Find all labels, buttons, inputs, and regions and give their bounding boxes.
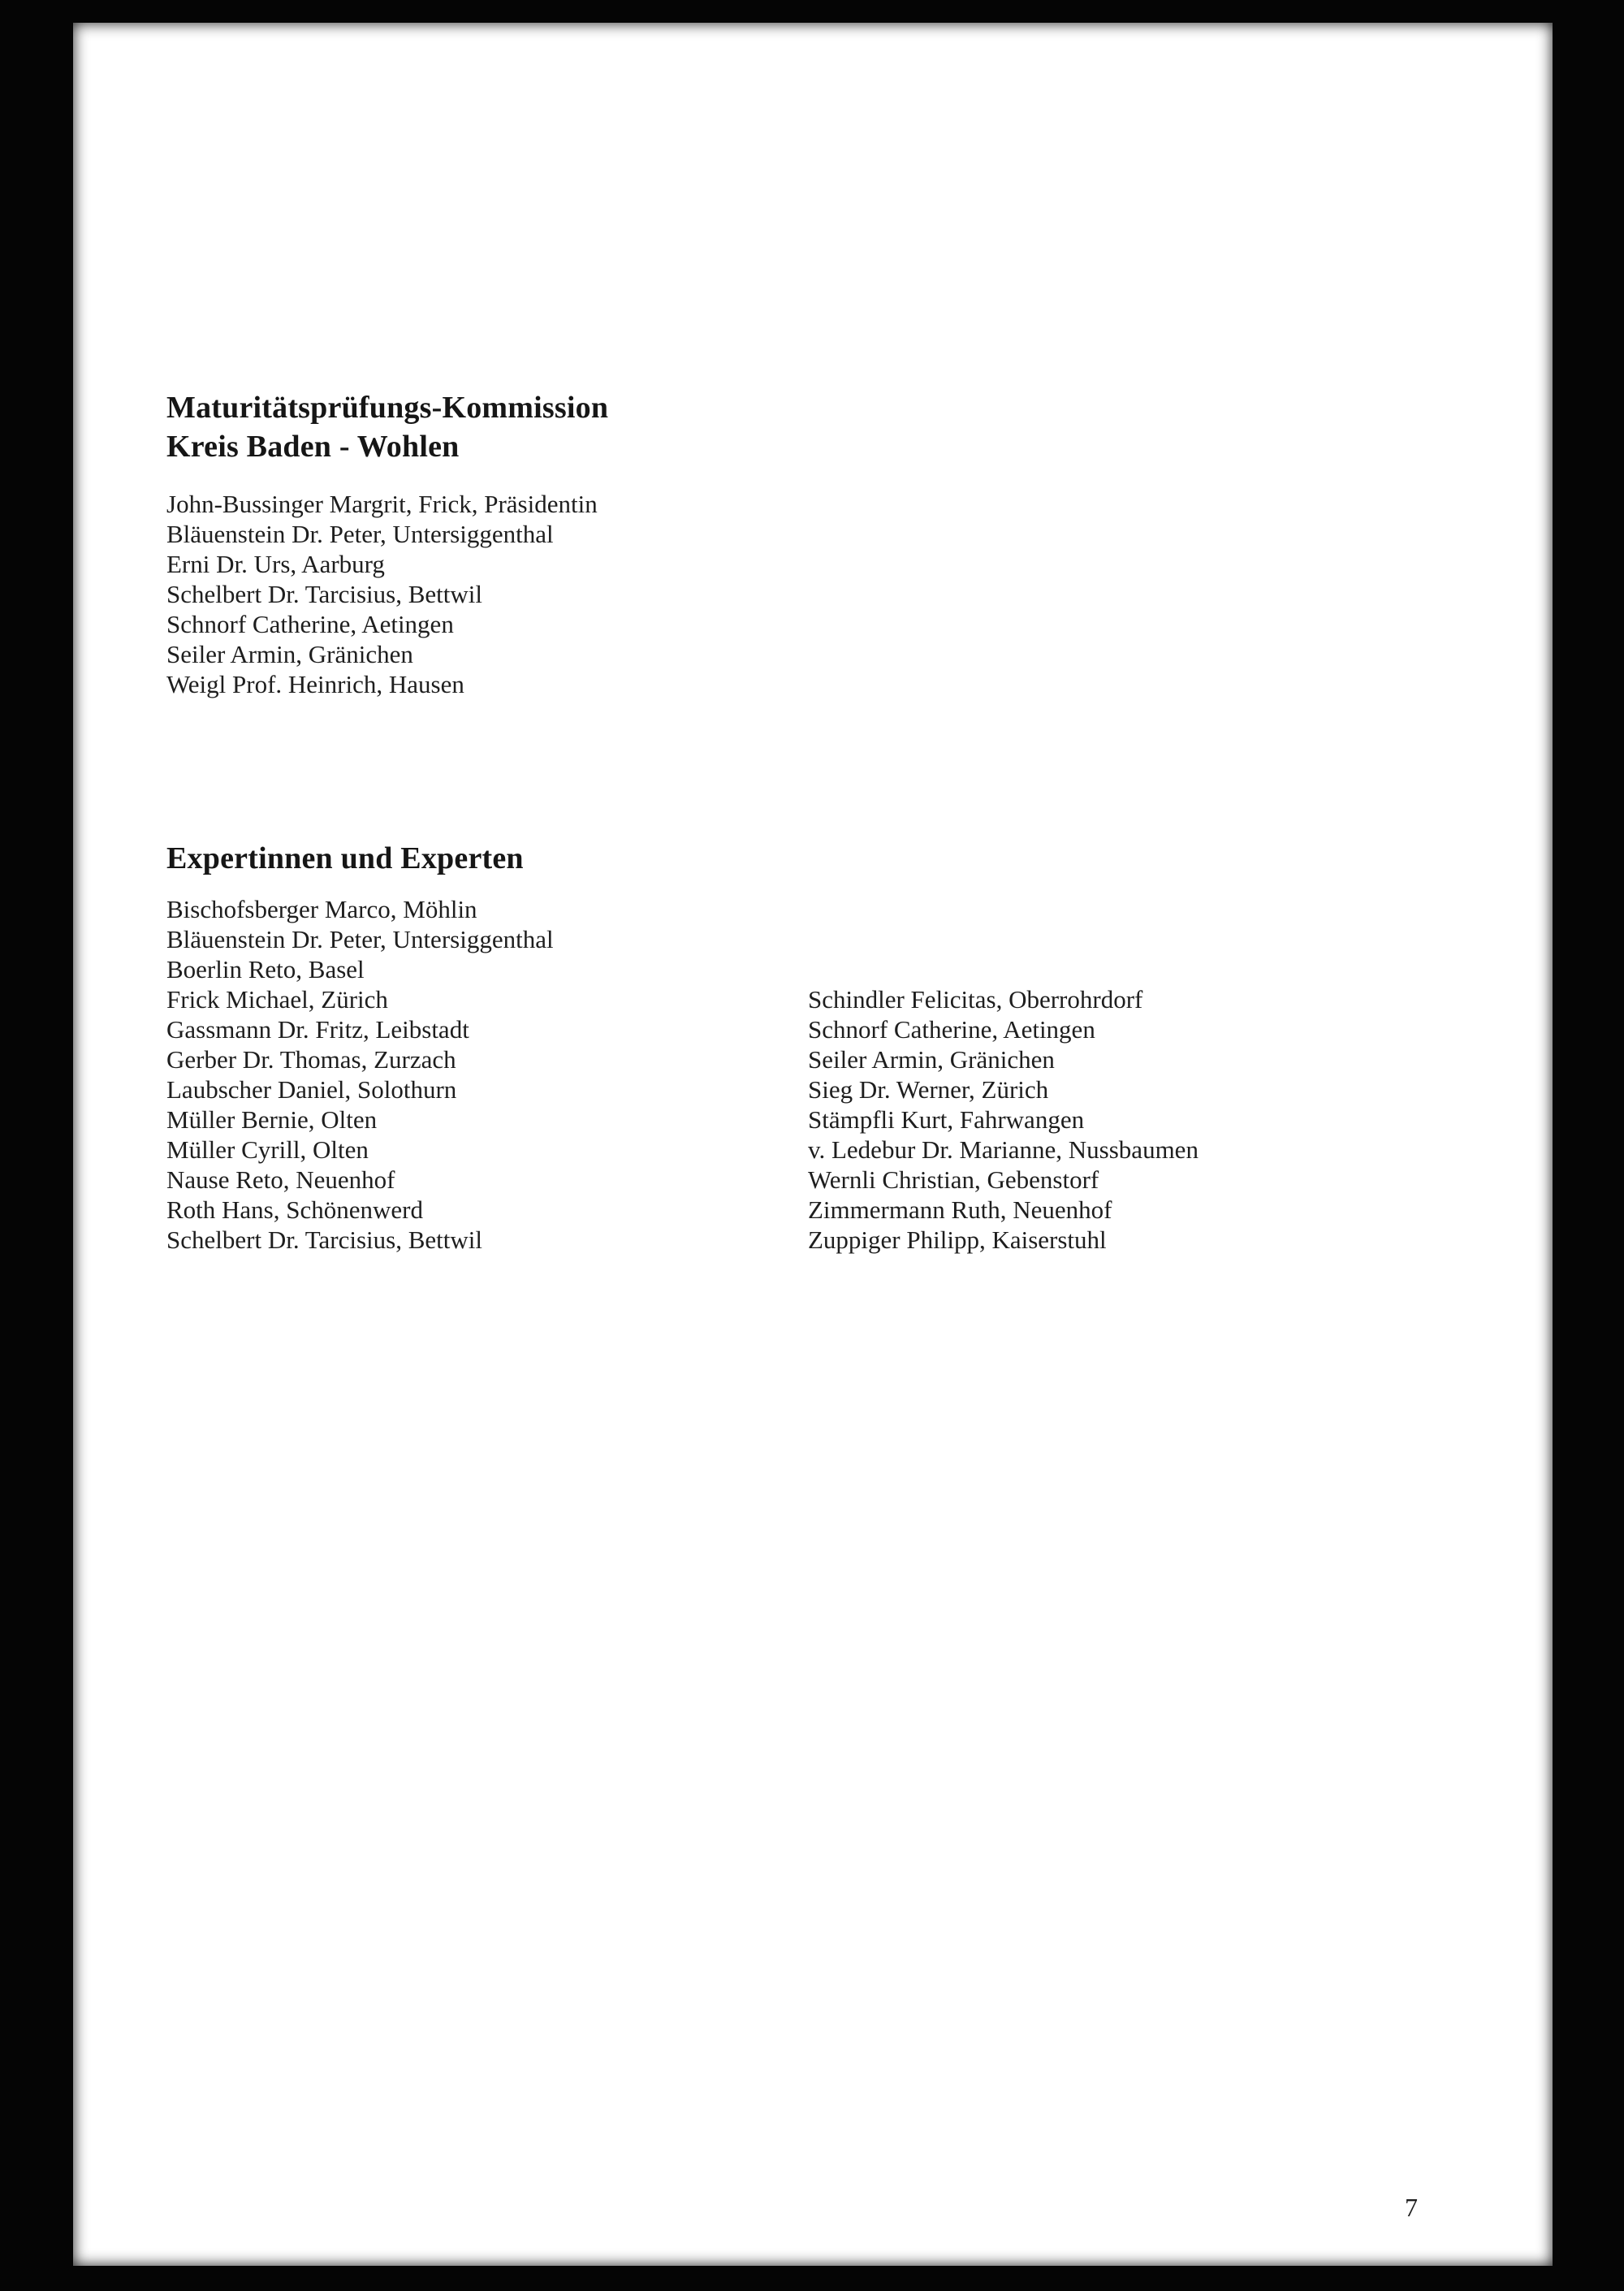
list-item: Schnorf Catherine, Aetingen: [808, 1015, 1095, 1044]
list-item: Boerlin Reto, Basel: [166, 955, 365, 984]
list-item: Erni Dr. Urs, Aarburg: [166, 550, 385, 579]
list-item: Gerber Dr. Thomas, Zurzach: [166, 1045, 456, 1074]
commission-title-line1: Maturitätsprüfungs-Kommission: [166, 391, 609, 426]
list-item: Roth Hans, Schönenwerd: [166, 1195, 423, 1225]
commission-title-line2: Kreis Baden - Wohlen: [166, 430, 460, 465]
list-item: Wernli Christian, Gebenstorf: [808, 1165, 1099, 1195]
list-item: John-Bussinger Margrit, Frick, Präsidentin: [166, 490, 598, 519]
experts-title: Expertinnen und Experten: [166, 841, 524, 876]
list-item: Seiler Armin, Gränichen: [166, 640, 413, 669]
experts-column-left: [166, 894, 808, 1255]
list-item: Müller Bernie, Olten: [166, 1105, 378, 1135]
list-item: Müller Cyrill, Olten: [166, 1135, 369, 1165]
commission-title: [166, 388, 608, 466]
list-item: Zimmermann Ruth, Neuenhof: [808, 1195, 1112, 1225]
list-item: Bläuenstein Dr. Peter, Untersiggenthal: [166, 520, 554, 549]
list-item: Seiler Armin, Gränichen: [808, 1045, 1055, 1074]
list-item: Stämpfli Kurt, Fahrwangen: [808, 1105, 1085, 1135]
page-number: 7: [1405, 2193, 1418, 2222]
list-item: Schnorf Catherine, Aetingen: [166, 610, 454, 639]
list-item: Nause Reto, Neuenhof: [166, 1165, 395, 1195]
commission-section: [166, 368, 608, 699]
experts-columns: [166, 894, 1199, 1255]
list-item: Schelbert Dr. Tarcisius, Bettwil: [166, 1225, 482, 1255]
list-item: Bläuenstein Dr. Peter, Untersiggenthal: [166, 925, 554, 954]
experts-column-right: [808, 984, 1199, 1255]
document-page: [73, 23, 1553, 2266]
list-item: Schelbert Dr. Tarcisius, Bettwil: [166, 580, 482, 609]
commission-member-list: [166, 489, 608, 699]
experts-section: [166, 819, 1199, 1255]
list-item: Schindler Felicitas, Oberrohrdorf: [808, 985, 1143, 1014]
list-item: Gassmann Dr. Fritz, Leibstadt: [166, 1015, 469, 1044]
list-item: Laubscher Daniel, Solothurn: [166, 1075, 457, 1104]
list-item: Frick Michael, Zürich: [166, 985, 388, 1014]
list-item: v. Ledebur Dr. Marianne, Nussbaumen: [808, 1135, 1199, 1165]
list-item: Sieg Dr. Werner, Zürich: [808, 1075, 1049, 1104]
list-item: Zuppiger Philipp, Kaiserstuhl: [808, 1225, 1107, 1255]
list-item: Weigl Prof. Heinrich, Hausen: [166, 670, 464, 699]
list-item: Bischofsberger Marco, Möhlin: [166, 895, 477, 924]
